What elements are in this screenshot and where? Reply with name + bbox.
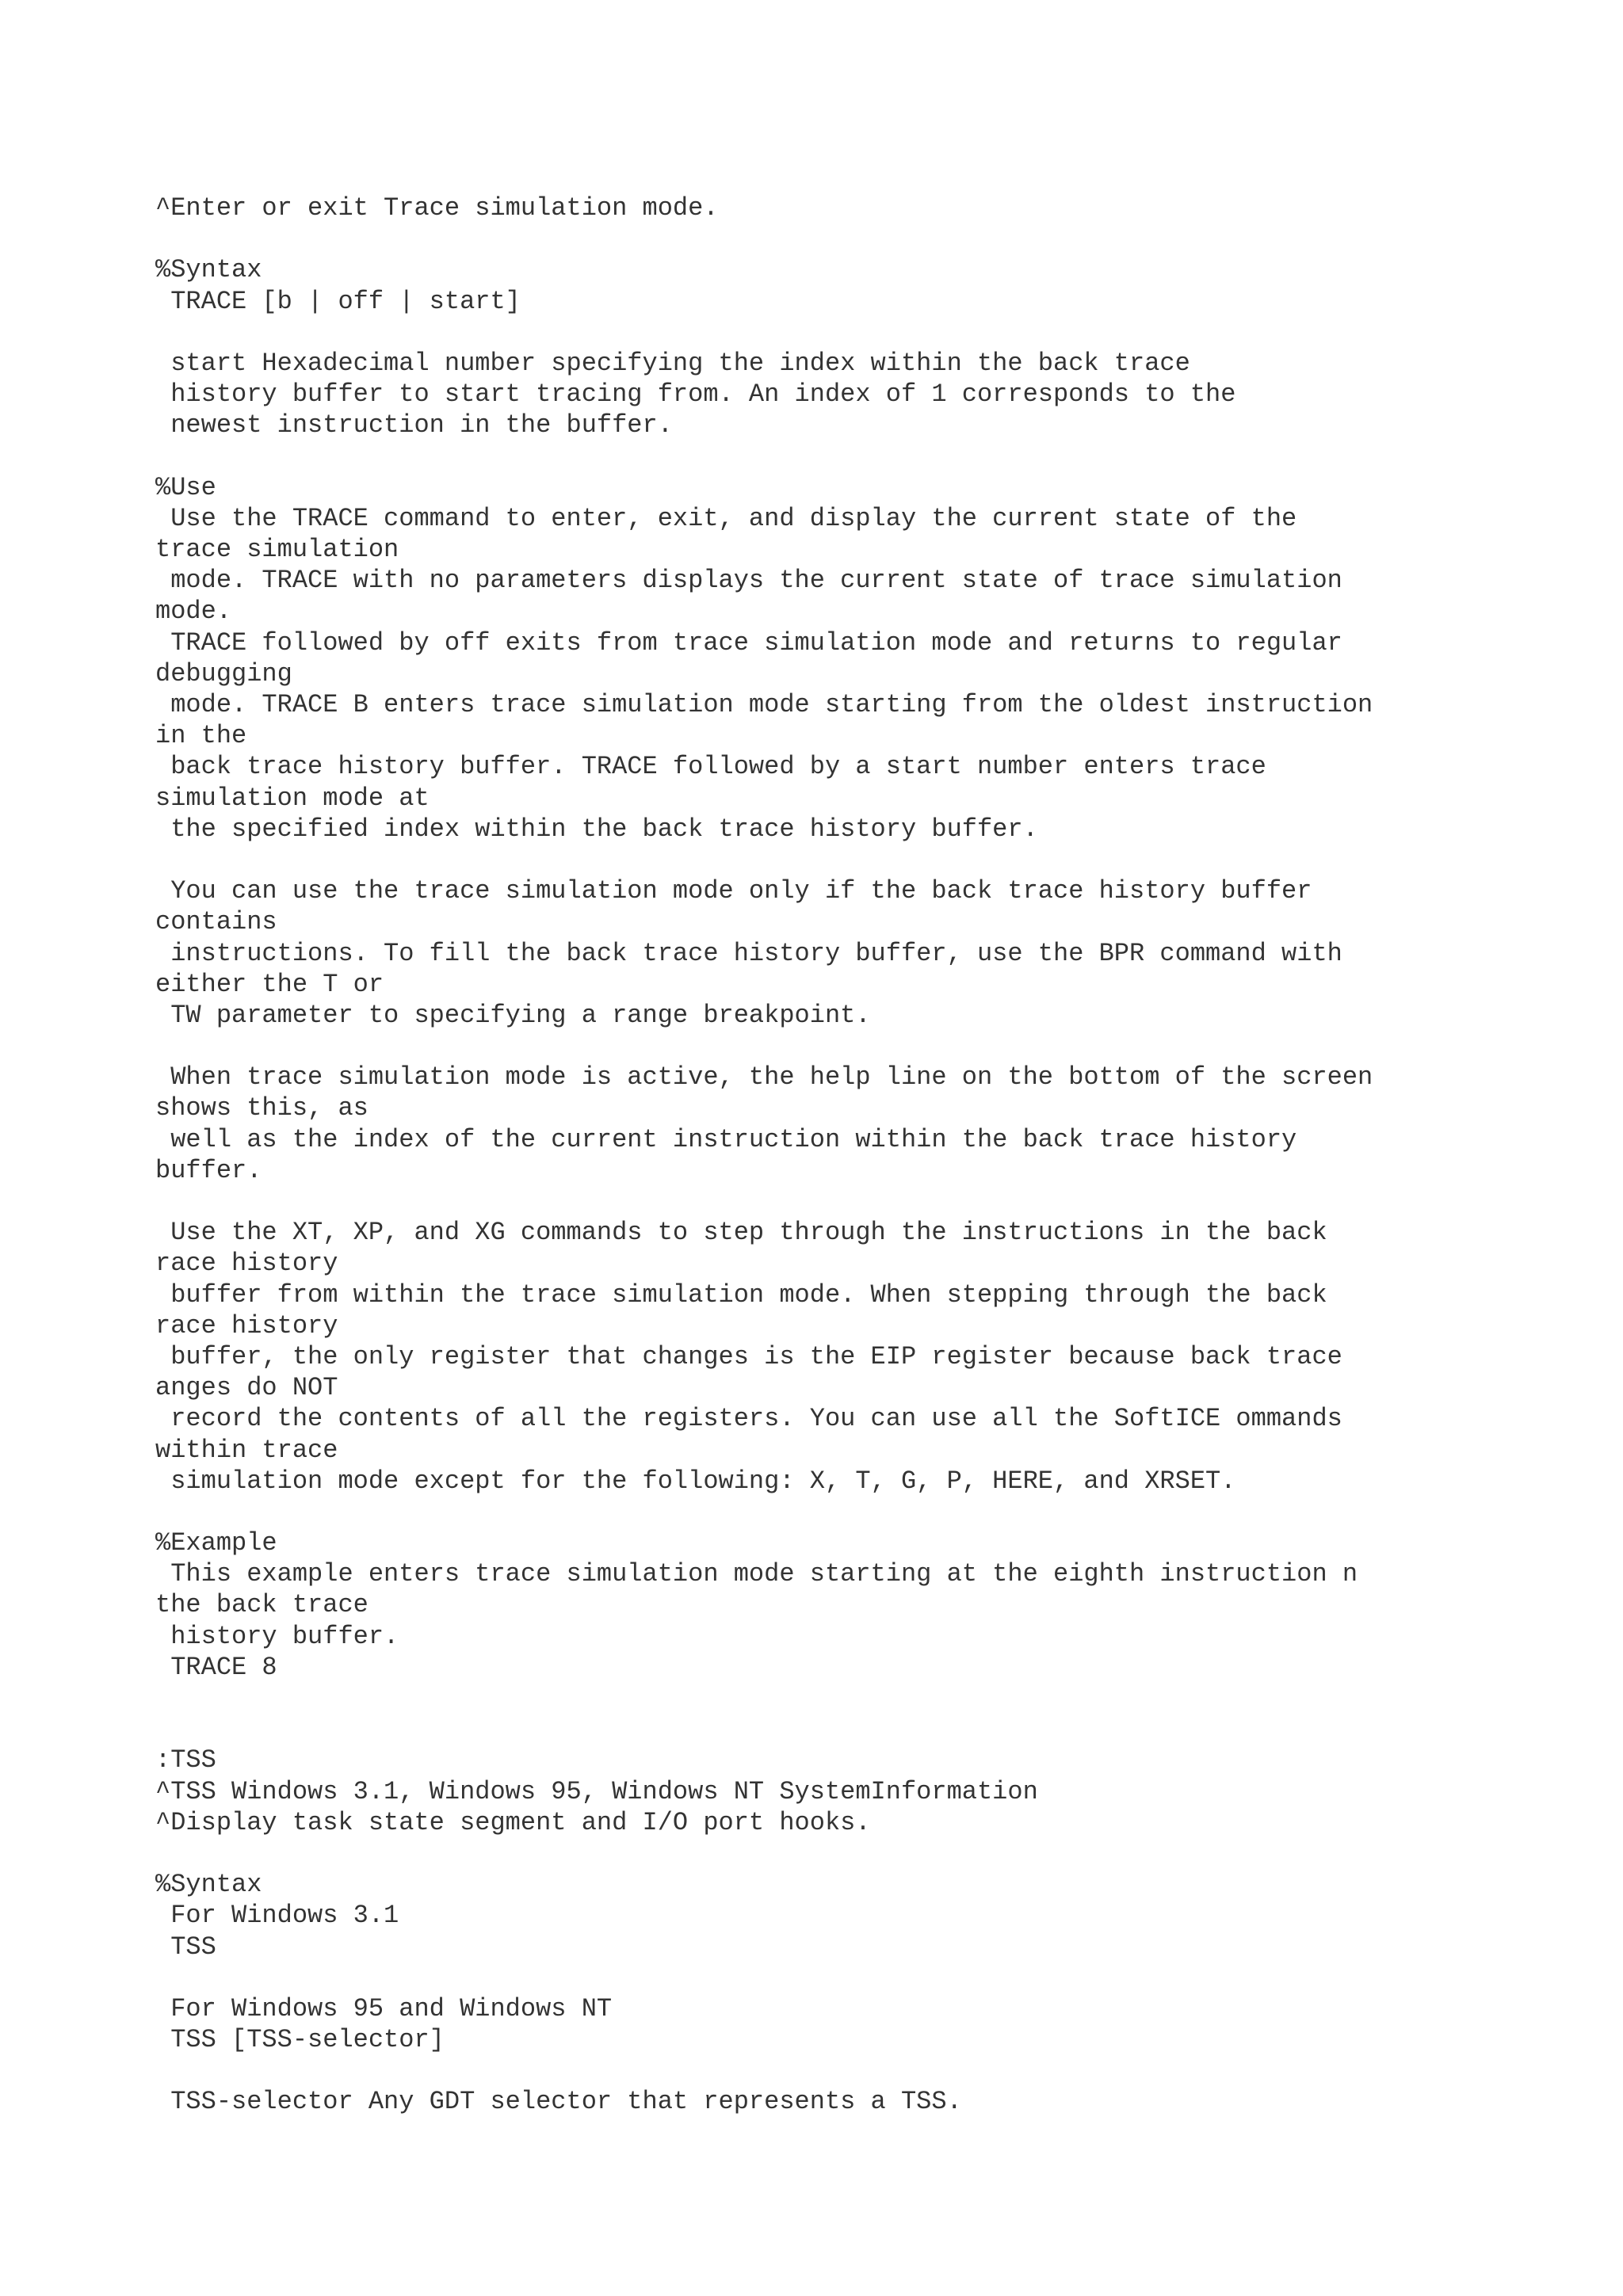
text-line: simulation mode except for the following: X, T, G, P, HERE, and XRSET. — [155, 1466, 1236, 1496]
text-line: race history — [155, 1249, 338, 1279]
section-heading: %Example — [155, 1528, 277, 1558]
text-line: back trace history buffer. TRACE followed by a start number enters trace — [155, 752, 1266, 782]
text-line — [155, 223, 1598, 254]
text-line: instructions. To fill the back trace history buffer, use the BPR command with — [155, 938, 1342, 968]
text-line: within trace — [155, 1435, 338, 1465]
text-line: buffer, the only register that changes is the EIP register because back trace — [155, 1341, 1342, 1371]
section-heading: %Syntax — [155, 1870, 262, 1900]
text-line: TRACE [b | off | start] — [155, 286, 521, 316]
text-line: contains — [155, 907, 277, 937]
text-line: trace simulation — [155, 535, 399, 565]
section-heading: %Syntax — [155, 255, 262, 285]
text-line: shows this, as — [155, 1093, 369, 1123]
text-line — [155, 1186, 1598, 1217]
text-line: record the contents of all the registers. You can use all the SoftICE ommands — [155, 1404, 1342, 1434]
text-line: You can use the trace simulation mode only if the back trace history buffer — [155, 876, 1312, 906]
topic-heading: :TSS — [155, 1745, 216, 1775]
text-line: This example enters trace simulation mode starting at the eighth instruction n — [155, 1559, 1358, 1589]
text-line: When trace simulation mode is active, the help line on the bottom of the screen — [155, 1062, 1373, 1093]
text-line: TW parameter to specifying a range breakpoint. — [155, 1000, 871, 1030]
text-line: mode. TRACE B enters trace simulation mode starting from the oldest instruction — [155, 690, 1373, 719]
text-line: ^TSS Windows 3.1, Windows 95, Windows NT SystemInformation — [155, 1776, 1038, 1806]
text-line — [155, 1962, 1598, 1993]
text-line: Use the XT, XP, and XG commands to step through the instructions in the back — [155, 1218, 1327, 1248]
text-line: either the T or — [155, 969, 384, 999]
text-line — [155, 845, 1598, 875]
text-line — [155, 1838, 1598, 1869]
text-line: mode. — [155, 597, 232, 627]
text-line: TRACE followed by off exits from trace simulation mode and returns to regular — [155, 627, 1342, 658]
text-line: the back trace — [155, 1590, 369, 1620]
text-line: TSS — [155, 1932, 216, 1962]
text-line: For Windows 95 and Windows NT — [155, 1993, 613, 2023]
text-line: race history — [155, 1310, 338, 1341]
text-line — [155, 1683, 1598, 1714]
text-line — [155, 441, 1598, 472]
text-line: start Hexadecimal number specifying the index within the back trace — [155, 348, 1190, 378]
text-line: TRACE 8 — [155, 1652, 277, 1682]
text-line: history buffer to start tracing from. An index of 1 corresponds to the — [155, 379, 1236, 410]
text-line: in the — [155, 721, 247, 751]
text-line — [155, 317, 1598, 348]
text-line: TSS [TSS-selector] — [155, 2025, 445, 2055]
text-line: ^Enter or exit Trace simulation mode. — [155, 193, 719, 223]
text-line — [155, 1031, 1598, 1062]
section-heading: %Use — [155, 472, 216, 502]
text-line: well as the index of the current instruction within the back trace history — [155, 1124, 1297, 1154]
text-line: buffer from within the trace simulation mode. When stepping through the back — [155, 1280, 1327, 1310]
text-line: the specified index within the back trace history buffer. — [155, 814, 1038, 844]
text-line — [155, 2055, 1598, 2086]
text-line: simulation mode at — [155, 783, 430, 813]
document-page — [155, 193, 1598, 2118]
text-line: anges do NOT — [155, 1373, 338, 1403]
text-line: Use the TRACE command to enter, exit, and display the current state of the — [155, 503, 1297, 533]
text-line: For Windows 3.1 — [155, 1901, 399, 1931]
text-line: mode. TRACE with no parameters displays the current state of trace simulation — [155, 566, 1342, 596]
text-line: debugging — [155, 658, 292, 688]
text-line: newest instruction in the buffer. — [155, 410, 673, 441]
text-line: ^Display task state segment and I/O port hooks. — [155, 1807, 871, 1837]
text-line: history buffer. — [155, 1621, 399, 1651]
text-line: TSS-selector Any GDT selector that represents a TSS. — [155, 2087, 962, 2117]
text-line — [155, 1497, 1598, 1527]
text-line — [155, 1714, 1598, 1745]
text-line: buffer. — [155, 1155, 262, 1185]
